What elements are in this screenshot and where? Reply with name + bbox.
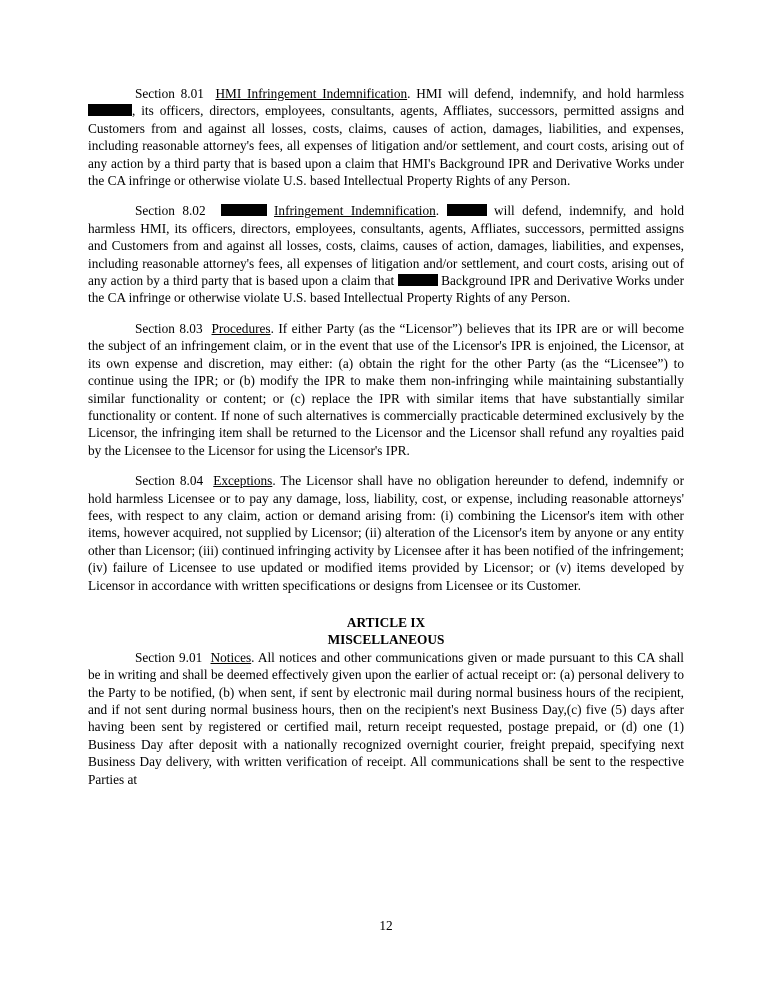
section-heading-8-03: Procedures xyxy=(211,320,271,336)
section-number-8-03: Section 8.03 xyxy=(135,320,203,336)
section-text-8-01-a: . HMI will defend, indemnify, and hold harmless xyxy=(407,86,685,101)
redaction-block xyxy=(447,204,487,216)
section-text-8-02-a: . xyxy=(435,203,447,219)
page-number: 12 xyxy=(379,918,393,933)
section-heading-8-02: Infringement Indemnification xyxy=(274,203,436,219)
section-number-9-01: Section 9.01 xyxy=(135,649,203,665)
spacer xyxy=(202,650,210,665)
paragraph-section-9-01 xyxy=(88,649,684,788)
section-text-8-03: . If either Party (as the “Licensor”) believes that its IPR are or will become the subject of an infringement claim, or in the event that use of the Licensor's IPR is enjoined, the Licensor, at its own expense and discretion, may either: (a) obtain the right for the other Party (as the “Licensee”) to continue using the IPR; or (b) modify the IPR to make them non-infringing while maintaining substantially similar functionality or content; or (c) replace the IPR with similar items that have substantially similar functionality or content. If none of such alternatives is commercially practicable determined exclusively by the Licensor, the infringing item shall be returned to the Licensor and the Licensor shall refund any royalties paid by the Licensee to the Licensor for using the Licensor's IPR. xyxy=(88,320,684,458)
article-heading-line1: ARTICLE IX xyxy=(346,614,426,630)
section-text-9-01: . All notices and other communications given or made pursuant to this CA shall be in writing and shall be deemed effectively given upon the earlier of actual receipt or: (a) personal delivery to the Party to be notified, (b) when sent, if sent by electronic mail during normal business hours of the recipient, and if not sent during normal business hours, then on the recipient's next Business Day,(c) five (5) days after having been sent by registered or certified mail, return receipt requested, postage prepaid, or (d) one (1) Business Day after deposit with a nationally recognized overnight courier, freight prepaid, specifying next Business Day delivery, with written verification of receipt. All communications shall be sent to the respective Parties at xyxy=(88,649,684,787)
paragraph-section-8-02 xyxy=(88,202,684,306)
section-heading-8-04: Exceptions xyxy=(213,473,273,489)
section-text-8-01-b: , its officers, directors, employees, consultants, agents, Affliates, successors, permitted assigns and Customers from and against all losses, costs, claims, causes of action, damages, liabilities, and expenses, including reasonable attorney's fees, all expenses of litigation and/or settlement, and court costs, arising out of any action by a third party that is based upon a claim that HMI's Background IPR and Derivative Works under the CA infringe or otherwise violate U.S. based Intellectual Property Rights of any Person. xyxy=(88,103,684,189)
spacer xyxy=(203,321,212,336)
section-number-8-01: Section 8.01 xyxy=(135,86,204,101)
paragraph-section-8-03 xyxy=(88,320,684,459)
article-heading xyxy=(88,614,684,649)
spacer xyxy=(267,203,274,218)
section-number-8-04: Section 8.04 xyxy=(135,473,204,489)
spacer xyxy=(203,473,213,488)
section-number-8-02: Section 8.02 xyxy=(135,203,206,219)
redaction-block xyxy=(221,204,267,216)
spacer xyxy=(206,203,221,218)
paragraph-section-8-01 xyxy=(88,85,684,189)
article-heading-line2: MISCELLANEOUS xyxy=(327,632,445,648)
document-body xyxy=(88,85,684,801)
section-text-8-02-b: will defend, indemnify, and hold harmless HMI, its officers, directors, employees, consultants, agents, Affliates, successors, permitted assigns and Customers from and against all losses, costs, claims, causes of action, damages, liabilities, and expenses, including reasonable attorney's fees, all expenses of litigation and/or settlement, and court costs, arising out of any action by a third party that is based upon a claim that xyxy=(88,203,684,289)
section-text-8-04: . The Licensor shall have no obligation hereunder to defend, indemnify or hold harmless Licensee or to pay any damage, loss, liability, cost, or expense, including reasonable attorneys' fees, with respect to any claim, action or demand arising from: (i) combining the Licensor's item with other items, however acquired, not supplied by Licensor; (ii) alteration of the Licensor's item by anyone or any entity other than Licensor; (iii) continued infringing activity by Licensee after it has been notified of the infringement; (iv) failure of Licensee to use updated or modified items provided by Licensor; or (v) items developed by Licensor in accordance with written specifications or designs from Licensee or its Customer. xyxy=(88,473,684,593)
section-heading-9-01: Notices xyxy=(210,649,252,665)
section-text-8-02-c: Background IPR and Derivative Works under the CA infringe or otherwise violate U.S. based Intellectual Property Rights of any Person. xyxy=(88,273,684,306)
section-heading-8-01: HMI Infringement Indemnification xyxy=(215,86,408,101)
paragraph-section-8-04 xyxy=(88,472,684,594)
redaction-block xyxy=(398,274,438,286)
redaction-block xyxy=(88,104,132,116)
spacer xyxy=(204,86,216,101)
